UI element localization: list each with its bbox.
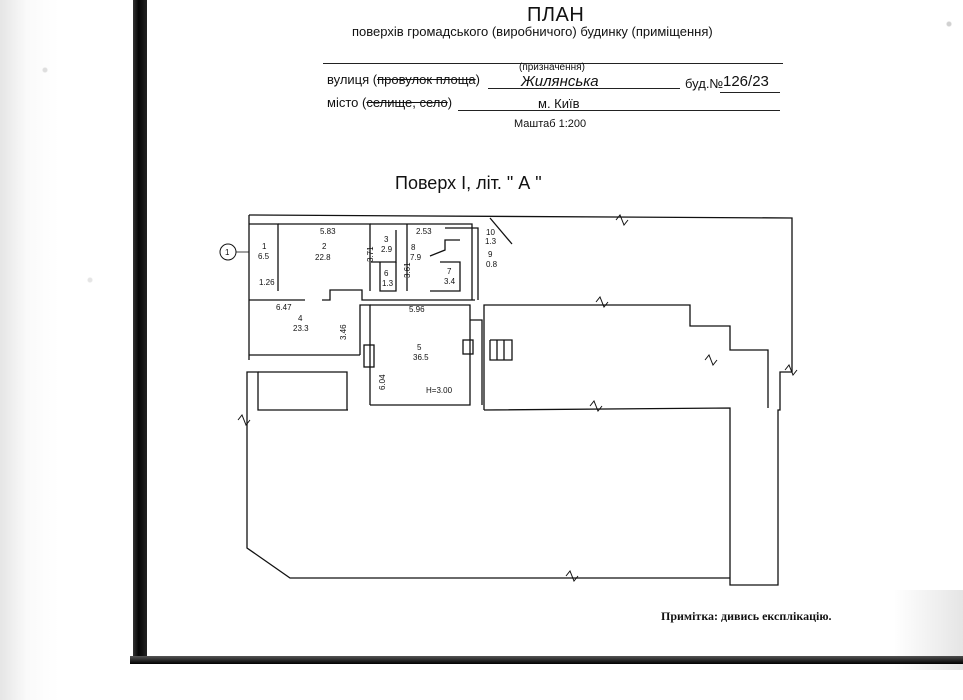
room-4-area: 23.3 [293,324,309,333]
room-1-number: 1 [262,242,267,251]
room-8-area: 7.9 [410,253,422,262]
city-label: місто (селище, село) [327,95,453,110]
building-label: буд.№ [685,76,724,91]
purpose-caption: (призначення) [519,62,585,73]
dim-2-53: 2.53 [416,227,432,236]
city-value: м. Київ [538,96,580,111]
ceiling-height: H=3.00 [426,386,453,395]
dim-6-04: 6.04 [378,374,387,390]
street-label: вулиця (провулок площа) [327,72,480,87]
room-10-area: 1.3 [485,237,497,246]
building-number: 126/23 [723,73,769,90]
plan-walls [247,215,792,585]
room-3-number: 3 [384,235,389,244]
room-2-number: 2 [322,242,327,251]
floor-title: Поверх І, літ. " А " [395,173,542,193]
room-7-number: 7 [447,267,452,276]
dim-5-96: 5.96 [409,305,425,314]
room-8-number: 8 [411,243,416,252]
room-2-area: 22.8 [315,253,331,262]
dim-5-83: 5.83 [320,227,336,236]
break-marks [238,215,797,581]
room-10-number: 10 [486,228,495,237]
axis-marker-label: 1 [225,248,230,257]
room-4-number: 4 [298,314,303,323]
room-5-area: 36.5 [413,353,429,362]
dim-3-46: 3.46 [339,324,348,340]
room-5-number: 5 [417,343,422,352]
street-value: Жилянська [521,73,599,90]
document-subtitle: поверхів громадського (виробничого) будинку (приміщення) [352,24,713,39]
room-9-number: 9 [488,250,493,259]
dim-1-26: 1.26 [259,278,275,287]
room-7-area: 3.4 [444,277,456,286]
room-9-area: 0.8 [486,260,498,269]
room-3-area: 2.9 [381,245,393,254]
room-1-area: 6.5 [258,252,270,261]
dim-3-71: 3.71 [366,246,375,262]
room-6-area: 1.3 [382,279,394,288]
dim-3-61: 3.61 [403,262,412,278]
room-6-number: 6 [384,269,389,278]
footnote: Примітка: дивись експлікацію. [661,609,832,623]
document-title: ПЛАН [527,4,585,26]
scale-label: Маштаб 1:200 [514,118,587,130]
dim-6-47: 6.47 [276,303,292,312]
